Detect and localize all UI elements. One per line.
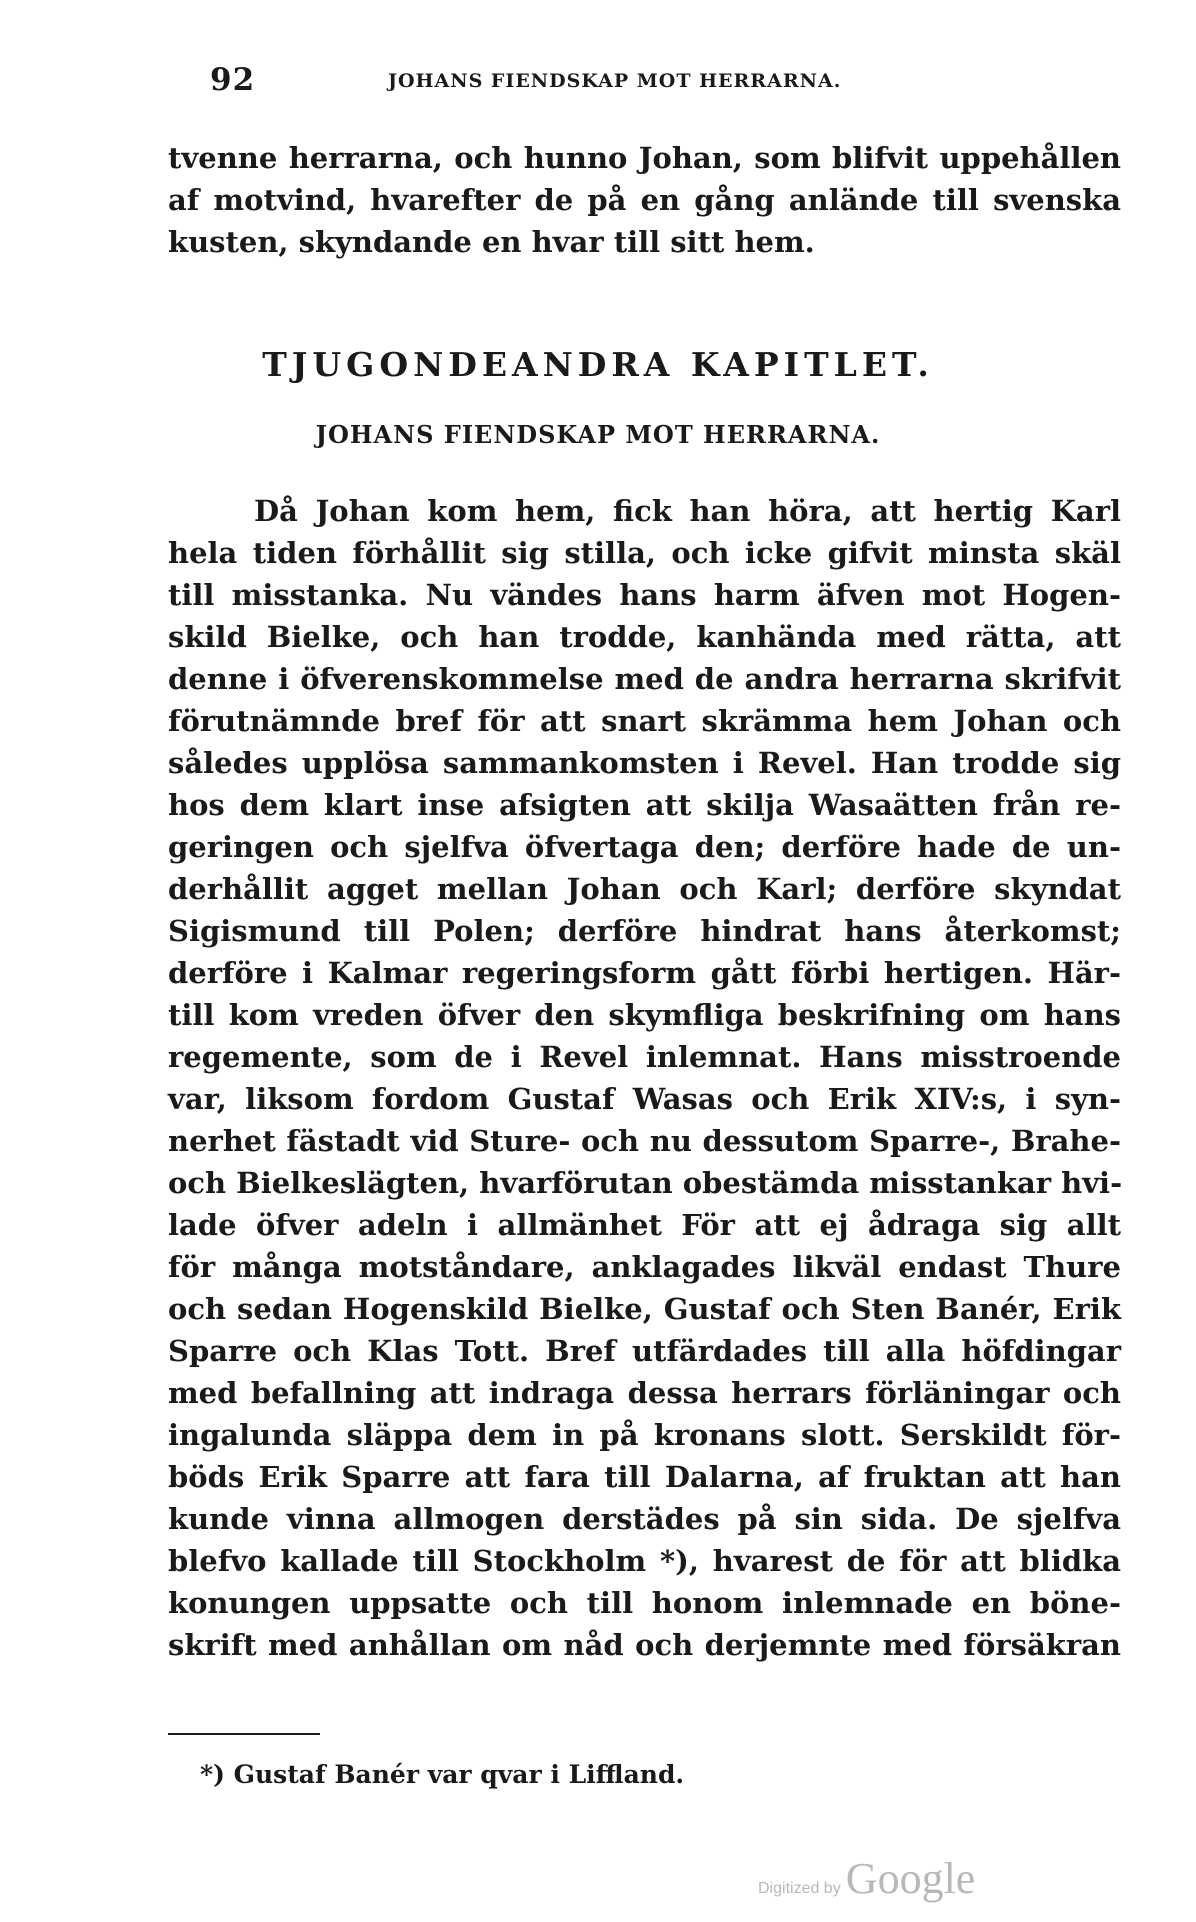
text-line: Sigismund till Polen; derföre hindrat hans återkomst; — [168, 914, 1121, 948]
text-line: och Bielkeslägten, hvarförutan obestämda misstankar hvi- — [168, 1166, 1123, 1200]
running-title: JOHANS FIENDSKAP MOT HERRARNA. — [388, 70, 842, 92]
text-line: tvenne herrarna, och hunno Johan, som blifvit uppehållen — [168, 141, 1121, 175]
footnote-divider — [168, 1733, 320, 1735]
footnote: *) Gustaf Banér var qvar i Liffland. — [200, 1760, 685, 1789]
text-line: skrift med anhållan om nåd och derjemnte med försäkran — [168, 1628, 1121, 1662]
text-line: och sedan Hogenskild Bielke, Gustaf och Sten Banér, Erik — [168, 1292, 1121, 1326]
text-line: hela tiden förhållit sig stilla, och icke gifvit minsta skäl — [168, 536, 1121, 570]
chapter-subtitle: JOHANS FIENDSKAP MOT HERRARNA. — [315, 420, 881, 449]
text-line: ingalunda släppa dem in på kronans slott. Serskildt för- — [168, 1418, 1121, 1452]
main-paragraph — [168, 490, 1121, 1666]
text-line: för många motståndare, anklagades likväl endast Thure — [168, 1250, 1121, 1284]
watermark-brand: Google — [845, 1854, 976, 1903]
text-line: kusten, skyndande en hvar till sitt hem. — [168, 225, 815, 259]
text-line: derhållit agget mellan Johan och Karl; derföre skyndat — [168, 872, 1121, 906]
text-line: till kom vreden öfver den skymfliga beskrifning om hans — [168, 998, 1121, 1032]
text-line: konungen uppsatte och till honom inlemnade en böne- — [168, 1586, 1121, 1620]
text-line: lade öfver adeln i allmänhet För att ej ådraga sig allt — [168, 1208, 1121, 1242]
text-line: skild Bielke, och han trodde, kanhända med rätta, att — [168, 620, 1121, 654]
chapter-title: TJUGONDEANDRA KAPITLET. — [262, 345, 934, 384]
text-line: Sparre och Klas Tott. Bref utfärdades till alla höfdingar — [168, 1334, 1121, 1368]
text-line: derföre i Kalmar regeringsform gått förbi hertigen. Här- — [168, 956, 1121, 990]
text-line: nerhet fästadt vid Sture- och nu dessutom Sparre-, Brahe- — [168, 1124, 1121, 1158]
text-line: Då Johan kom hem, fick han höra, att hertig Karl — [254, 494, 1121, 528]
text-line: geringen och sjelfva öfvertaga den; derföre hade de un- — [168, 830, 1121, 864]
watermark-prefix: Digitized by — [758, 1880, 841, 1897]
text-line: regemente, som de i Revel inlemnat. Hans misstroende — [168, 1040, 1121, 1074]
text-line: med befallning att indraga dessa herrars förläningar och — [168, 1376, 1121, 1410]
text-line: var, liksom fordom Gustaf Wasas och Erik XIV:s, i syn- — [168, 1082, 1121, 1116]
text-line: kunde vinna allmogen derstädes på sin sida. De sjelfva — [168, 1502, 1121, 1536]
running-head — [210, 62, 970, 102]
text-line: böds Erik Sparre att fara till Dalarna, af fruktan att han — [168, 1460, 1121, 1494]
text-line: hos dem klart inse afsigten att skilja Wasaätten från re- — [168, 788, 1121, 822]
text-line: blefvo kallade till Stockholm *), hvarest de för att blidka — [168, 1544, 1121, 1578]
carry-over-paragraph — [168, 137, 1121, 263]
digitization-watermark — [758, 1853, 975, 1904]
text-line: denne i öfverenskommelse med de andra herrarna skrifvit — [168, 662, 1121, 696]
text-line: af motvind, hvarefter de på en gång anlände till svenska — [168, 183, 1121, 217]
text-line: således upplösa sammankomsten i Revel. Han trodde sig — [168, 746, 1121, 780]
text-line: till misstanka. Nu vändes hans harm äfven mot Hogen- — [168, 578, 1121, 612]
page-number: 92 — [210, 62, 256, 98]
text-line: förutnämnde bref för att snart skrämma hem Johan och — [168, 704, 1121, 738]
